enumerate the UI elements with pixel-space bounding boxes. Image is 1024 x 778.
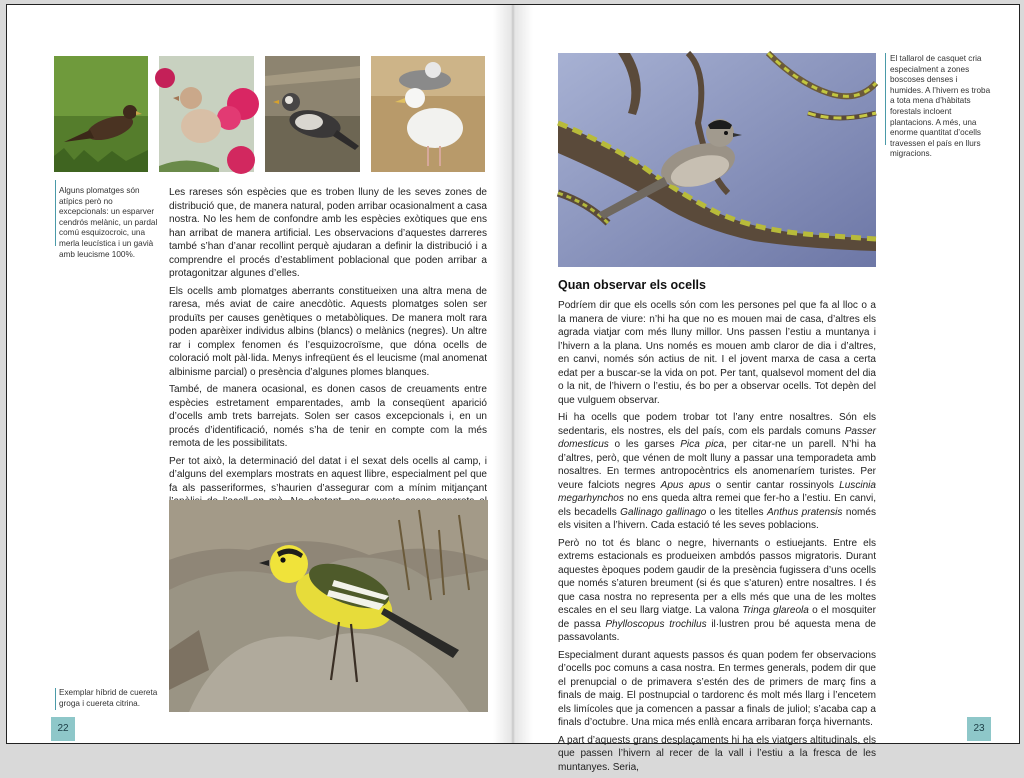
text-run: o les titelles [706,506,767,518]
photo-leucistic-blackbird [265,56,360,172]
paragraph: Especialment durant aquests passos és quan podem fer observacions d’ocells poc comuns a casa nostra. En termes generals, podem dir que el prenupcial o de primavera s’estén des de primers de març fins a finals de maig. El postnupcial o tardorenc és molt més llarg i l’encetem els limícoles que ja comencen a passar a finals de juliol; s’acaba cap a finals d’octubre. Una mica més enllà encara arribaran força hivernants. [558,649,876,728]
photo-melanic-harrier [54,56,148,172]
species-name: Gallinago gallinago [620,506,707,518]
species-name: Tringa glareola [742,605,809,616]
species-name: Passer domesticus [558,425,876,450]
paragraph [558,411,876,533]
species-name: Apus apus [660,479,711,491]
caption-blackcap: El tallarol de casquet cria especialment a zones boscoses denses i humides. A l’hivern es troba a tota mena d’hàbitats forestals incloent plantacions. A més, una enorme quantitat d’ocells travessen el país en llurs migracions. [890,54,991,159]
left-body-text [169,186,487,540]
photo-schizochroic-sparrow [159,56,254,172]
book-spread [6,4,1020,773]
text-run: no ens queda altra remei que fer-ho a l’estiu. En canvi, els becadells [558,493,876,518]
text-run: només els visiten a l’hivern. Cada estació té les seves poblacions. [558,506,877,531]
right-body-text [558,299,876,778]
paragraph: Els ocells amb plomatges aberrants constitueixen una altra mena de raresa, més aviat de caire anecdòtic. Aquests plomatges solen ser produïts per causes genètiques o metabòliques. De manera molt rara poden aparèixer individus albins (blancs) o melànics (negres). Un altre rar i complex fenomen és l’esquizocroïsme, que dóna ocells de coloració molt pàl·lida. Menys infreqüent és el leucisme (mal anomenat albinisme parcial) o presència d’algunes plomes blanques. [169,285,487,378]
species-name: Phylloscopus trochilus [605,618,707,630]
photo-blackcap [558,53,876,267]
paragraph: També, de manera ocasional, es donen casos de creuaments entre espècies estretament emparentades, amb la conseqüent aparició d’ocells amb trets barrejats. Solen ser casos excepcionals i, en un procés d’identificació, només s’ha de tenir en compte com la més remota de les possibilitats. [169,384,487,449]
species-name: Anthus pratensis [766,506,843,518]
text-run: o el mosquiter de passa [558,605,876,630]
species-name: Luscinia megarhynchos [558,479,876,504]
text-run: il·lustren prou bé aquesta mena de passavolants. [558,618,876,643]
photo-leucistic-gull [371,56,485,172]
caption-aberrant-plumages: Alguns plomatges són atípics però no excepcionals: un esparver cendrós melànic, un pardal comú esquizocroic, una merla leucística i un gavià amb leucisme 100%. [59,186,158,259]
text-run: o sentir cantar rossinyols [710,479,840,491]
text-run: o les garses [608,439,681,450]
text-run: Però no tot és blanc o negre, hivernants o estiuejants. Entre els extrems estacionals es produeixen ambdós passos migratoris. Durant aquestes èpoques podem gaudir de la presència fugissera d’uns ocells que només s’aturen breument (si és que s’aturen) entre nosaltres. I és que casa nostra no representa per a ells més que una de les moltes escales en el seu llarg viatge. La valona [558,537,876,616]
page-number-left: 22 [51,717,75,741]
photo-hybrid-wagtail [169,500,488,712]
caption-hybrid-wagtail: Exemplar híbrid de cuereta groga i cuereta citrina. [59,688,158,708]
paragraph: Podríem dir que els ocells són com les persones pel que fa al lloc o a la manera de viure: n’hi ha que no es mouen mai de casa, d’altres els agrada viatjar com més lluny millor. Uns passen l’estiu a muntanya i l’hivern a la plana. Uns només es mouen amb claror de dia i d’altres, en canvi, només són actius de nit. I el jovent marxa de casa a certa edat per a buscar-se la vida on pot. Per tant, qualsevol moment del dia o la nit, de l’hivern o l’estiu, és bo per a observar ocells. Tot depèn del que vulguem observar. [558,300,876,406]
paragraph [558,537,876,645]
text-run: Hi ha ocells que podem trobar tot l’any entre nosaltres. Són els sedentaris, els nostres, els del país, com els pardals comuns [558,412,876,437]
text-run: , per citar-ne un parell. N’hi ha d’altres, però, que vénen de molt lluny a passar una temporadeta amb nosaltres. En termes antropocèntrics els anomenaríem turistes. Per veure falciots negres [558,439,876,491]
paragraph: A part d’aquests grans desplaçaments hi ha els viatgers altitudinals, els que passen l’hivern al recer de la vall i l’estiu a la fresca de les muntanyes. Seria, [558,734,876,773]
species-name: Pica pica [680,439,724,450]
caption-rule [55,688,56,710]
paragraph: Per tot això, la determinació del datat i el sexat dels ocells al camp, i d’alguns del exemplars mostrats en aquest llibre, especialment pel que fa als passeriformes, s’haurien d’assegurar com a mínim mitjançant [169,455,487,494]
section-heading: Quan observar els ocells [558,278,706,292]
caption-rule [55,180,56,246]
paragraph: Les rareses són espècies que es troben lluny de les seves zones de distribució que, de manera natural, poden arribar ocasionalment a casa nostra. No les hem de confondre amb les espècies exòtiques que ens han arribat de manera artificial. Les observacions d’aquestes darreres també s’han d’anar recollint perquè ajudaran a definir la distribució i a comprendre el procés d’establiment poblacional que poden arribar a protagonitzar algunes d’elles. [169,187,487,279]
book-gutter [493,5,533,743]
page-number-right: 23 [967,717,991,741]
caption-rule [885,53,886,145]
